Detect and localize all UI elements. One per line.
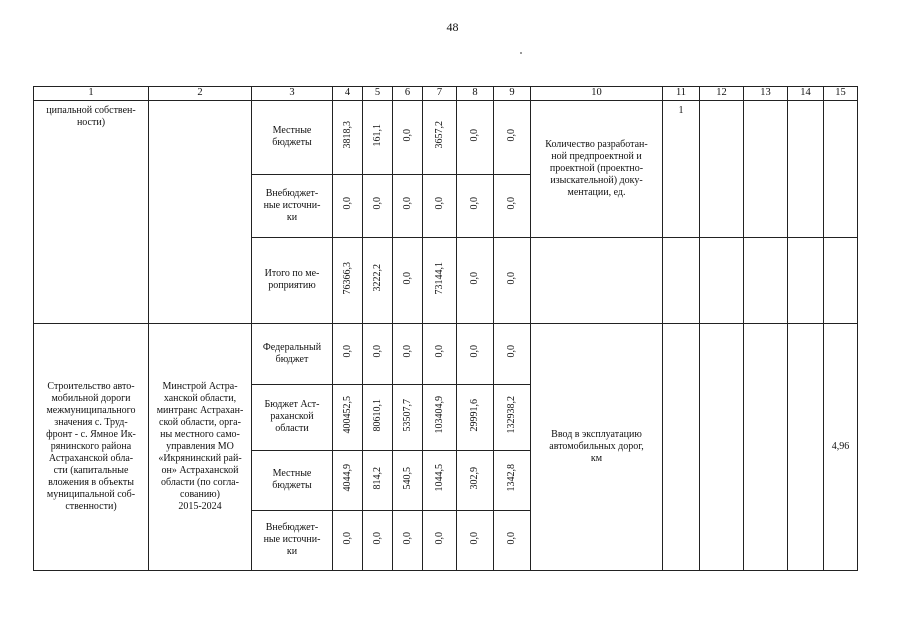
block1-total-col10-empty [531,237,663,323]
block1-col15-empty [824,100,858,237]
block1-row [34,100,858,174]
funding-value [423,384,457,450]
value-text: 302,9 [469,466,480,490]
header-col-4: 4 [333,87,363,101]
funding-value [494,174,531,237]
funding-value [393,510,423,570]
block2-indicator-text: Ввод в эксплуатацию автомобильных дорог, км [531,323,663,570]
value-text: 0,0 [469,345,480,358]
funding-value [457,323,494,384]
value-text: 0,0 [506,128,517,142]
value-text: 53507,7 [401,398,413,432]
value-text: 3222,2 [371,264,383,292]
funding-source-label: Внебюджет- ные источни- ки [252,174,333,237]
block1-col13-empty [744,100,788,237]
value-text: 0,0 [341,197,353,210]
funding-source-label: Бюджет Аст- раханской области [252,384,333,450]
funding-value [333,510,363,570]
funding-value [393,100,423,174]
value-text: 400452,5 [341,396,353,434]
funding-value [393,174,423,237]
block2-col15-value: 4,96 [824,323,858,570]
value-text: 29991,6 [469,398,480,432]
value-text: 0,0 [341,345,353,358]
header-col-1: 1 [34,87,149,101]
header-col-11: 11 [663,87,700,101]
header-col-14: 14 [788,87,824,101]
funding-value [494,100,531,174]
block1-total-col15-empty [824,237,858,323]
value-text: 1044,5 [433,464,445,492]
value-text: 73144,1 [433,261,445,295]
funding-value [393,323,423,384]
funding-value [333,384,363,450]
funding-value [363,100,393,174]
value-text: 0,0 [469,271,480,285]
funding-value [333,323,363,384]
value-text: 0,0 [433,531,445,545]
program-activities-table [33,86,858,571]
funding-source-label: Местные бюджеты [252,450,333,510]
funding-value [457,510,494,570]
funding-value [423,100,457,174]
header-col-12: 12 [700,87,744,101]
value-text: 0,0 [401,128,413,142]
value-text: 0,0 [506,531,517,545]
value-text: 0,0 [371,531,383,545]
value-text: 0,0 [469,128,480,142]
block1-total-col13-empty [744,237,788,323]
value-text: 161,1 [371,123,383,147]
value-text: 814,2 [371,466,383,490]
funding-value [363,237,393,323]
block2-col14-empty [788,323,824,570]
header-col-15: 15 [824,87,858,101]
funding-value [333,100,363,174]
funding-value [393,237,423,323]
block1-col12-empty [700,100,744,237]
block1-total-col12-empty [700,237,744,323]
funding-value [333,174,363,237]
block1-indicator-text: Количество разработан- ной предпроектной и проектной (проектно- изыскательной) доку- ментации, ед. [531,100,663,237]
value-text: 0,0 [506,197,517,210]
header-col-8: 8 [457,87,494,101]
header-row [34,87,858,101]
value-text: 0,0 [371,345,383,358]
funding-value [363,384,393,450]
header-col-3: 3 [252,87,333,101]
funding-value [494,450,531,510]
scan-speck [520,52,522,54]
value-text: 0,0 [401,345,413,358]
funding-value [393,450,423,510]
value-text: 132938,2 [506,396,517,434]
funding-value [457,450,494,510]
funding-value [363,510,393,570]
value-text: 0,0 [341,531,353,545]
funding-value [423,510,457,570]
funding-value [393,384,423,450]
block1-total-col14-empty [788,237,824,323]
value-text: 4044,9 [341,464,353,492]
funding-source-label: Федеральный бюджет [252,323,333,384]
header-col-7: 7 [423,87,457,101]
value-text: 76366,3 [341,261,353,295]
funding-value [423,237,457,323]
funding-value [363,323,393,384]
page-number: 48 [446,20,459,34]
value-text: 1342,8 [506,464,517,492]
value-text: 0,0 [401,197,413,210]
funding-value [494,384,531,450]
block1-total-col11-empty [663,237,700,323]
block2-row [34,323,858,384]
header-col-13: 13 [744,87,788,101]
funding-value [423,323,457,384]
value-text: 0,0 [469,197,480,210]
funding-value [457,174,494,237]
value-text: 0,0 [401,271,413,285]
header-col-2: 2 [149,87,252,101]
funding-value [457,237,494,323]
value-text: 0,0 [506,345,517,358]
block2-activity-name: Строительство авто- мобильной дороги межмуниципального значения с. Труд- фронт - с. Ямное Ик- рянинского района Астраханской обла- сти (капитальные вложения в объекты муниципальной соб- ственности) [34,323,149,570]
header-col-5: 5 [363,87,393,101]
value-text: 103404,9 [433,396,445,434]
funding-value [457,100,494,174]
funding-value [494,510,531,570]
block1-col2-empty [149,100,252,323]
funding-source-label: Итого по ме- роприятию [252,237,333,323]
value-text: 0,0 [433,345,445,358]
value-text: 0,0 [469,531,480,545]
block1-col1-text: ципальной собствен- ности) [34,100,149,323]
value-text: 0,0 [506,271,517,285]
header-col-6: 6 [393,87,423,101]
value-text: 540,5 [401,466,413,490]
value-text: 0,0 [401,531,413,545]
value-text: 0,0 [371,197,383,210]
block2-col13-empty [744,323,788,570]
value-text: 3657,2 [433,121,445,149]
funding-source-label: Внебюджет- ные источни- ки [252,510,333,570]
block1-col14-empty [788,100,824,237]
value-text: 0,0 [433,197,445,210]
block2-col12-empty [700,323,744,570]
block2-col11-empty [663,323,700,570]
funding-value [457,384,494,450]
header-col-9: 9 [494,87,531,101]
funding-value [363,174,393,237]
header-col-10: 10 [531,87,663,101]
funding-value [363,450,393,510]
funding-value [333,450,363,510]
funding-value [494,237,531,323]
funding-value [423,174,457,237]
funding-value [494,323,531,384]
value-text: 80610,1 [371,398,383,432]
funding-source-label: Местные бюджеты [252,100,333,174]
value-text: 3818,3 [341,121,353,149]
funding-value [423,450,457,510]
funding-value [333,237,363,323]
block1-col11-value: 1 [663,100,700,237]
block2-responsible-executor: Минстрой Астра- ханской области, минтранс Астрахан- ской области, орга- ны местного само- управления МО «Икрянинский рай- он» Астраханской области (по согла- сованию) 2015-2024 [149,323,252,570]
